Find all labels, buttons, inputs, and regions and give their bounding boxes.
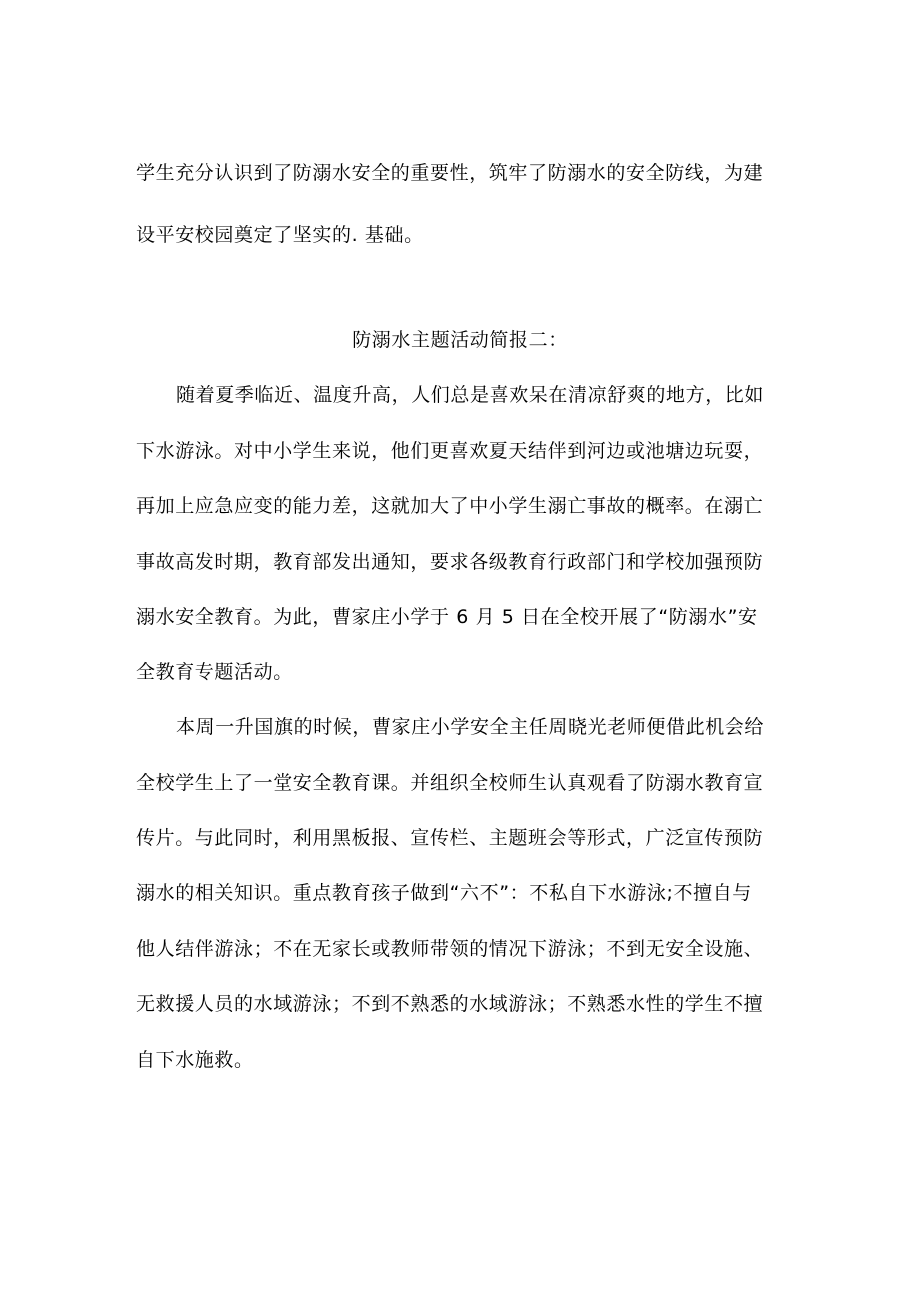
paragraph-2-line-1: 本周一升国旗的时候，曹家庄小学安全主任周晓光老师便借此机会给 [176,716,765,738]
paragraph-2-line-4: 溺水的相关知识。重点教育孩子做到“六不”：不私自下水游泳;不擅自与 [136,882,752,904]
paragraph-1-line-6: 全教育专题活动。 [136,661,293,683]
section-title: 防溺水主题活动简报二： [352,329,568,351]
intro-line-1: 学生充分认识到了防溺水安全的重要性，筑牢了防溺水的安全防线，为建 [136,162,764,184]
paragraph-2-line-6: 无救援人员的水域游泳；不到不熟悉的水域游泳；不熟悉水性的学生不擅 [136,993,764,1015]
paragraph-2-line-5: 他人结伴游泳；不在无家长或教师带领的情况下游泳；不到无安全设施、 [136,938,764,960]
paragraph-1-line-5: 溺水安全教育。为此，曹家庄小学于 6 月 5 日在全校开展了“防溺水”安 [136,606,758,628]
paragraph-1-line-4: 事故高发时期，教育部发出通知，要求各级教育行政部门和学校加强预防 [136,551,764,573]
paragraph-1-line-1: 随着夏季临近、温度升高，人们总是喜欢呆在清凉舒爽的地方，比如 [176,384,765,406]
paragraph-1-line-2: 下水游泳。对中小学生来说，他们更喜欢夏天结伴到河边或池塘边玩耍， [136,440,764,462]
paragraph-2-line-2: 全校学生上了一堂安全教育课。并组织全校师生认真观看了防溺水教育宣 [136,772,764,794]
intro-line-2: 设平安校园奠定了坚实的. 基础。 [136,224,424,246]
paragraph-2-line-7: 自下水施救。 [136,1049,254,1071]
paragraph-2-line-3: 传片。与此同时，利用黑板报、宣传栏、主题班会等形式，广泛宣传预防 [136,827,764,849]
paragraph-1-line-3: 再加上应急应变的能力差，这就加大了中小学生溺亡事故的概率。在溺亡 [136,495,764,517]
